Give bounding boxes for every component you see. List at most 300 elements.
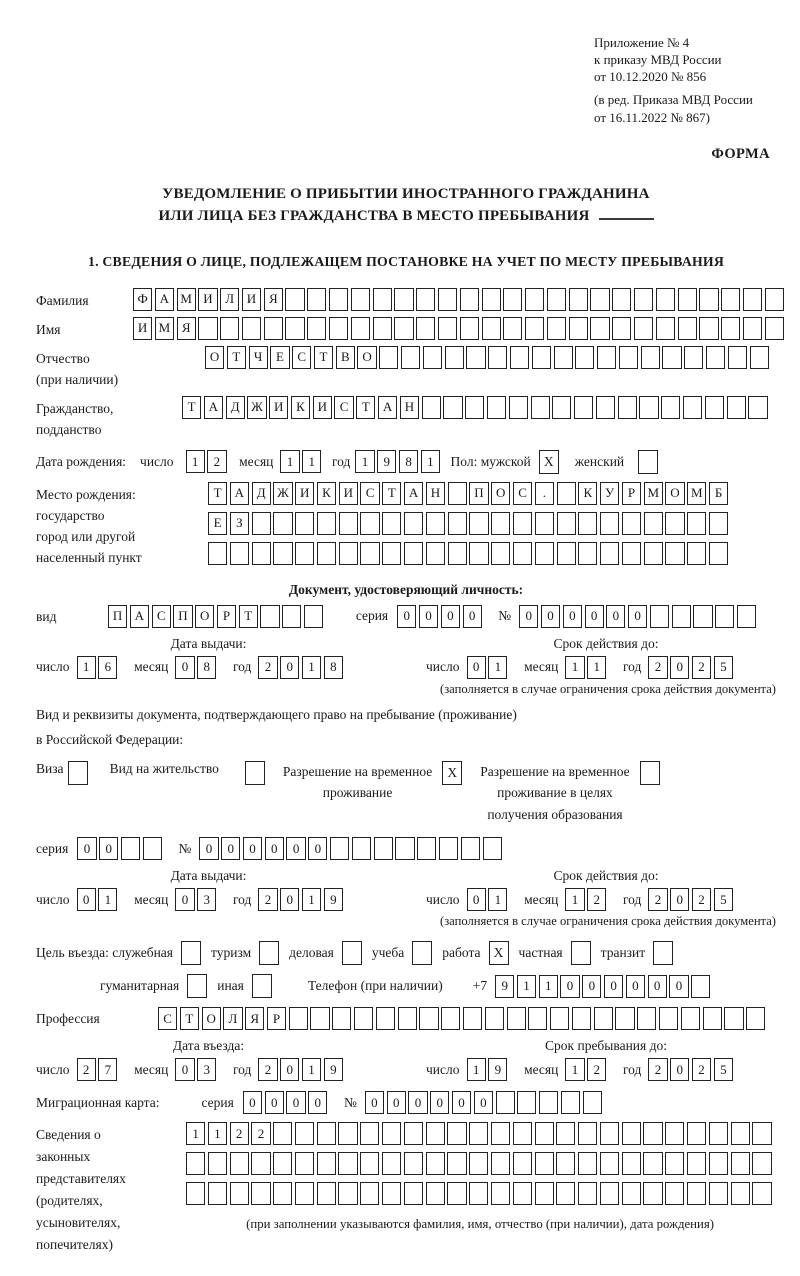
purpose-work-checkbox[interactable]: X [489, 941, 509, 965]
char-cell[interactable] [339, 542, 358, 565]
char-cell[interactable] [252, 542, 271, 565]
char-cell[interactable] [639, 396, 658, 419]
char-cell[interactable] [510, 346, 529, 369]
char-cell[interactable]: Т [382, 482, 401, 505]
char-cell[interactable]: Ф [133, 288, 152, 311]
char-cell[interactable] [643, 1152, 662, 1175]
char-cell[interactable] [600, 512, 619, 535]
char-cell[interactable] [376, 1007, 395, 1030]
char-cell[interactable]: 1 [565, 1058, 584, 1081]
char-cell[interactable] [547, 317, 566, 340]
char-cell[interactable] [447, 1182, 466, 1205]
char-cell[interactable] [662, 346, 681, 369]
char-cell[interactable]: 0 [280, 888, 299, 911]
char-cell[interactable] [681, 1007, 700, 1030]
char-cell[interactable] [721, 288, 740, 311]
char-cell[interactable] [600, 542, 619, 565]
char-cell[interactable] [360, 512, 379, 535]
char-cell[interactable] [317, 1122, 336, 1145]
char-cell[interactable] [330, 837, 349, 860]
char-cell[interactable] [339, 512, 358, 535]
char-cell[interactable] [547, 288, 566, 311]
char-cell[interactable] [382, 1182, 401, 1205]
char-cell[interactable]: 7 [98, 1058, 117, 1081]
char-cell[interactable] [513, 1122, 532, 1145]
char-cell[interactable]: 1 [186, 450, 205, 473]
char-cell[interactable] [715, 605, 734, 628]
char-cell[interactable] [752, 1182, 771, 1205]
char-cell[interactable] [622, 512, 641, 535]
char-cell[interactable]: 2 [77, 1058, 96, 1081]
char-cell[interactable] [438, 288, 457, 311]
char-cell[interactable] [491, 512, 510, 535]
char-cell[interactable] [656, 317, 675, 340]
char-cell[interactable]: 0 [308, 1091, 327, 1114]
char-cell[interactable]: 2 [258, 1058, 277, 1081]
char-cell[interactable] [665, 1152, 684, 1175]
char-cell[interactable] [374, 837, 393, 860]
char-cell[interactable] [469, 542, 488, 565]
char-cell[interactable] [469, 512, 488, 535]
char-cell[interactable] [618, 396, 637, 419]
char-cell[interactable] [186, 1152, 205, 1175]
char-cell[interactable] [338, 1182, 357, 1205]
char-cell[interactable] [596, 396, 615, 419]
purpose-humanitarian-checkbox[interactable] [187, 974, 207, 998]
char-cell[interactable] [594, 1007, 613, 1030]
char-cell[interactable] [360, 1182, 379, 1205]
char-cell[interactable]: 9 [324, 888, 343, 911]
char-cell[interactable] [557, 512, 576, 535]
char-cell[interactable] [338, 1122, 357, 1145]
char-cell[interactable] [750, 346, 769, 369]
char-cell[interactable] [724, 1007, 743, 1030]
char-cell[interactable] [273, 1122, 292, 1145]
char-cell[interactable]: 8 [324, 656, 343, 679]
char-cell[interactable]: П [469, 482, 488, 505]
char-cell[interactable]: П [173, 605, 192, 628]
char-cell[interactable] [251, 1182, 270, 1205]
char-cell[interactable]: 0 [397, 605, 416, 628]
char-cell[interactable] [352, 837, 371, 860]
char-cell[interactable]: С [513, 482, 532, 505]
char-cell[interactable]: 1 [302, 450, 321, 473]
char-cell[interactable] [583, 1091, 602, 1114]
char-cell[interactable] [731, 1122, 750, 1145]
char-cell[interactable]: 2 [587, 888, 606, 911]
char-cell[interactable] [448, 482, 467, 505]
char-cell[interactable] [317, 512, 336, 535]
char-cell[interactable] [709, 1122, 728, 1145]
char-cell[interactable]: 1 [98, 888, 117, 911]
char-cell[interactable] [721, 317, 740, 340]
char-cell[interactable] [394, 317, 413, 340]
char-cell[interactable] [208, 1182, 227, 1205]
char-cell[interactable]: Д [226, 396, 245, 419]
char-cell[interactable]: 1 [302, 656, 321, 679]
char-cell[interactable] [590, 317, 609, 340]
char-cell[interactable]: 1 [565, 888, 584, 911]
char-cell[interactable]: В [336, 346, 355, 369]
char-cell[interactable] [513, 542, 532, 565]
char-cell[interactable] [443, 396, 462, 419]
char-cell[interactable]: О [357, 346, 376, 369]
char-cell[interactable] [304, 605, 323, 628]
char-cell[interactable]: 0 [560, 975, 579, 998]
char-cell[interactable] [706, 346, 725, 369]
char-cell[interactable] [525, 317, 544, 340]
char-cell[interactable] [441, 1007, 460, 1030]
char-cell[interactable]: 0 [585, 605, 604, 628]
char-cell[interactable] [743, 317, 762, 340]
char-cell[interactable] [691, 975, 710, 998]
char-cell[interactable] [416, 288, 435, 311]
char-cell[interactable] [503, 317, 522, 340]
char-cell[interactable] [528, 1007, 547, 1030]
char-cell[interactable] [641, 346, 660, 369]
char-cell[interactable] [644, 542, 663, 565]
char-cell[interactable]: О [491, 482, 510, 505]
char-cell[interactable]: 0 [604, 975, 623, 998]
char-cell[interactable] [600, 1152, 619, 1175]
char-cell[interactable] [535, 1122, 554, 1145]
char-cell[interactable] [709, 1182, 728, 1205]
char-cell[interactable] [665, 1122, 684, 1145]
char-cell[interactable] [665, 542, 684, 565]
char-cell[interactable]: 0 [441, 605, 460, 628]
char-cell[interactable] [230, 1152, 249, 1175]
char-cell[interactable] [709, 542, 728, 565]
char-cell[interactable] [466, 346, 485, 369]
char-cell[interactable] [535, 1182, 554, 1205]
char-cell[interactable]: 0 [365, 1091, 384, 1114]
char-cell[interactable] [426, 512, 445, 535]
char-cell[interactable] [509, 396, 528, 419]
char-cell[interactable]: 2 [692, 1058, 711, 1081]
char-cell[interactable]: А [130, 605, 149, 628]
char-cell[interactable] [557, 542, 576, 565]
char-cell[interactable]: 0 [243, 1091, 262, 1114]
char-cell[interactable]: Т [239, 605, 258, 628]
char-cell[interactable] [656, 288, 675, 311]
char-cell[interactable] [404, 1182, 423, 1205]
char-cell[interactable]: Л [220, 288, 239, 311]
char-cell[interactable] [419, 1007, 438, 1030]
char-cell[interactable] [488, 346, 507, 369]
char-cell[interactable] [578, 512, 597, 535]
char-cell[interactable] [561, 1091, 580, 1114]
char-cell[interactable] [445, 346, 464, 369]
char-cell[interactable] [398, 1007, 417, 1030]
char-cell[interactable]: 0 [474, 1091, 493, 1114]
char-cell[interactable] [597, 346, 616, 369]
char-cell[interactable] [737, 605, 756, 628]
char-cell[interactable]: А [204, 396, 223, 419]
temp-residence-checkbox[interactable]: X [442, 761, 462, 785]
char-cell[interactable]: 0 [626, 975, 645, 998]
char-cell[interactable] [354, 1007, 373, 1030]
char-cell[interactable]: 0 [175, 656, 194, 679]
char-cell[interactable]: М [155, 317, 174, 340]
char-cell[interactable] [575, 346, 594, 369]
char-cell[interactable]: Д [252, 482, 271, 505]
char-cell[interactable]: 9 [324, 1058, 343, 1081]
char-cell[interactable]: А [155, 288, 174, 311]
char-cell[interactable] [531, 396, 550, 419]
char-cell[interactable]: 1 [565, 656, 584, 679]
char-cell[interactable] [426, 1182, 445, 1205]
char-cell[interactable]: 0 [606, 605, 625, 628]
char-cell[interactable]: С [360, 482, 379, 505]
char-cell[interactable]: 1 [208, 1122, 227, 1145]
char-cell[interactable] [703, 1007, 722, 1030]
visa-checkbox[interactable] [68, 761, 88, 785]
char-cell[interactable] [295, 512, 314, 535]
char-cell[interactable]: И [295, 482, 314, 505]
char-cell[interactable] [198, 317, 217, 340]
char-cell[interactable]: 2 [648, 656, 667, 679]
char-cell[interactable] [619, 346, 638, 369]
char-cell[interactable] [143, 837, 162, 860]
char-cell[interactable] [578, 1152, 597, 1175]
char-cell[interactable]: Б [709, 482, 728, 505]
char-cell[interactable]: . [535, 482, 554, 505]
char-cell[interactable]: 1 [539, 975, 558, 998]
char-cell[interactable] [404, 1152, 423, 1175]
char-cell[interactable] [220, 317, 239, 340]
char-cell[interactable]: 1 [355, 450, 374, 473]
char-cell[interactable]: 0 [628, 605, 647, 628]
char-cell[interactable]: 1 [488, 888, 507, 911]
char-cell[interactable] [485, 1007, 504, 1030]
char-cell[interactable]: 5 [714, 656, 733, 679]
char-cell[interactable]: 0 [582, 975, 601, 998]
purpose-other-checkbox[interactable] [252, 974, 272, 998]
char-cell[interactable] [743, 288, 762, 311]
char-cell[interactable]: С [152, 605, 171, 628]
char-cell[interactable] [678, 288, 697, 311]
char-cell[interactable]: С [334, 396, 353, 419]
char-cell[interactable] [532, 346, 551, 369]
char-cell[interactable]: Т [356, 396, 375, 419]
char-cell[interactable] [242, 317, 261, 340]
char-cell[interactable] [752, 1122, 771, 1145]
char-cell[interactable]: 2 [648, 888, 667, 911]
char-cell[interactable] [469, 1122, 488, 1145]
char-cell[interactable] [491, 542, 510, 565]
char-cell[interactable]: Ж [273, 482, 292, 505]
purpose-official-checkbox[interactable] [181, 941, 201, 965]
purpose-private-checkbox[interactable] [571, 941, 591, 965]
char-cell[interactable]: 0 [419, 605, 438, 628]
char-cell[interactable]: Я [264, 288, 283, 311]
char-cell[interactable]: 0 [670, 656, 689, 679]
char-cell[interactable]: Р [217, 605, 236, 628]
char-cell[interactable]: 0 [467, 888, 486, 911]
char-cell[interactable] [289, 1007, 308, 1030]
char-cell[interactable] [273, 1182, 292, 1205]
char-cell[interactable] [483, 837, 502, 860]
char-cell[interactable] [517, 1091, 536, 1114]
char-cell[interactable]: 0 [280, 656, 299, 679]
char-cell[interactable] [491, 1122, 510, 1145]
char-cell[interactable]: 2 [258, 888, 277, 911]
char-cell[interactable] [382, 542, 401, 565]
char-cell[interactable]: 0 [199, 837, 218, 860]
char-cell[interactable] [295, 1182, 314, 1205]
char-cell[interactable] [487, 396, 506, 419]
char-cell[interactable] [661, 396, 680, 419]
char-cell[interactable] [460, 317, 479, 340]
char-cell[interactable] [404, 1122, 423, 1145]
char-cell[interactable] [513, 512, 532, 535]
char-cell[interactable] [295, 1122, 314, 1145]
char-cell[interactable]: 2 [587, 1058, 606, 1081]
char-cell[interactable] [382, 1152, 401, 1175]
char-cell[interactable] [752, 1152, 771, 1175]
char-cell[interactable] [317, 1182, 336, 1205]
char-cell[interactable]: О [665, 482, 684, 505]
char-cell[interactable] [482, 317, 501, 340]
char-cell[interactable]: 0 [648, 975, 667, 998]
char-cell[interactable]: А [378, 396, 397, 419]
char-cell[interactable]: Т [182, 396, 201, 419]
char-cell[interactable] [622, 1122, 641, 1145]
female-checkbox[interactable] [638, 450, 658, 474]
char-cell[interactable]: И [133, 317, 152, 340]
char-cell[interactable] [590, 288, 609, 311]
char-cell[interactable]: 9 [495, 975, 514, 998]
char-cell[interactable]: Р [622, 482, 641, 505]
char-cell[interactable]: 1 [186, 1122, 205, 1145]
char-cell[interactable] [684, 346, 703, 369]
char-cell[interactable] [709, 512, 728, 535]
char-cell[interactable] [539, 1091, 558, 1114]
char-cell[interactable] [552, 396, 571, 419]
char-cell[interactable]: 0 [563, 605, 582, 628]
char-cell[interactable] [569, 317, 588, 340]
char-cell[interactable]: 2 [207, 450, 226, 473]
char-cell[interactable] [525, 288, 544, 311]
char-cell[interactable] [310, 1007, 329, 1030]
char-cell[interactable] [465, 396, 484, 419]
char-cell[interactable] [439, 837, 458, 860]
char-cell[interactable]: 0 [286, 837, 305, 860]
char-cell[interactable]: Я [177, 317, 196, 340]
char-cell[interactable] [273, 542, 292, 565]
char-cell[interactable]: Ж [247, 396, 266, 419]
char-cell[interactable]: 8 [399, 450, 418, 473]
char-cell[interactable]: З [230, 512, 249, 535]
char-cell[interactable] [687, 512, 706, 535]
char-cell[interactable] [731, 1152, 750, 1175]
char-cell[interactable] [208, 542, 227, 565]
char-cell[interactable]: Е [208, 512, 227, 535]
char-cell[interactable] [572, 1007, 591, 1030]
char-cell[interactable] [447, 1152, 466, 1175]
char-cell[interactable] [469, 1182, 488, 1205]
char-cell[interactable]: 1 [77, 656, 96, 679]
char-cell[interactable]: 1 [302, 1058, 321, 1081]
char-cell[interactable] [622, 1152, 641, 1175]
char-cell[interactable]: 0 [452, 1091, 471, 1114]
char-cell[interactable] [557, 482, 576, 505]
char-cell[interactable] [351, 317, 370, 340]
char-cell[interactable] [622, 1182, 641, 1205]
char-cell[interactable]: 0 [430, 1091, 449, 1114]
char-cell[interactable] [264, 317, 283, 340]
char-cell[interactable] [683, 396, 702, 419]
char-cell[interactable] [426, 1152, 445, 1175]
char-cell[interactable] [622, 542, 641, 565]
char-cell[interactable]: 0 [265, 837, 284, 860]
char-cell[interactable] [650, 605, 669, 628]
char-cell[interactable]: М [687, 482, 706, 505]
char-cell[interactable] [556, 1152, 575, 1175]
char-cell[interactable]: 6 [98, 656, 117, 679]
char-cell[interactable] [709, 1152, 728, 1175]
char-cell[interactable]: Т [227, 346, 246, 369]
char-cell[interactable] [600, 1122, 619, 1145]
char-cell[interactable] [612, 317, 631, 340]
char-cell[interactable] [503, 288, 522, 311]
char-cell[interactable]: 1 [421, 450, 440, 473]
char-cell[interactable] [285, 288, 304, 311]
char-cell[interactable]: О [202, 1007, 221, 1030]
char-cell[interactable]: 0 [408, 1091, 427, 1114]
char-cell[interactable] [295, 542, 314, 565]
char-cell[interactable] [260, 605, 279, 628]
char-cell[interactable]: Л [223, 1007, 242, 1030]
char-cell[interactable] [731, 1182, 750, 1205]
char-cell[interactable] [491, 1182, 510, 1205]
char-cell[interactable] [423, 346, 442, 369]
char-cell[interactable]: И [269, 396, 288, 419]
char-cell[interactable]: 1 [280, 450, 299, 473]
char-cell[interactable]: 2 [692, 888, 711, 911]
char-cell[interactable] [550, 1007, 569, 1030]
char-cell[interactable]: 2 [692, 656, 711, 679]
char-cell[interactable] [687, 1182, 706, 1205]
char-cell[interactable]: У [600, 482, 619, 505]
char-cell[interactable] [569, 288, 588, 311]
char-cell[interactable] [687, 542, 706, 565]
char-cell[interactable] [693, 605, 712, 628]
char-cell[interactable]: 0 [175, 888, 194, 911]
char-cell[interactable] [438, 317, 457, 340]
char-cell[interactable] [643, 1182, 662, 1205]
char-cell[interactable] [556, 1122, 575, 1145]
char-cell[interactable]: 0 [243, 837, 262, 860]
char-cell[interactable] [285, 317, 304, 340]
char-cell[interactable] [360, 542, 379, 565]
char-cell[interactable]: 0 [669, 975, 688, 998]
char-cell[interactable] [351, 288, 370, 311]
char-cell[interactable] [728, 346, 747, 369]
char-cell[interactable]: К [291, 396, 310, 419]
char-cell[interactable]: 1 [517, 975, 536, 998]
char-cell[interactable]: 3 [197, 1058, 216, 1081]
char-cell[interactable] [699, 288, 718, 311]
char-cell[interactable] [746, 1007, 765, 1030]
char-cell[interactable] [252, 512, 271, 535]
char-cell[interactable] [574, 396, 593, 419]
char-cell[interactable] [460, 288, 479, 311]
char-cell[interactable]: 9 [488, 1058, 507, 1081]
char-cell[interactable] [422, 396, 441, 419]
char-cell[interactable]: 0 [541, 605, 560, 628]
char-cell[interactable]: Т [180, 1007, 199, 1030]
